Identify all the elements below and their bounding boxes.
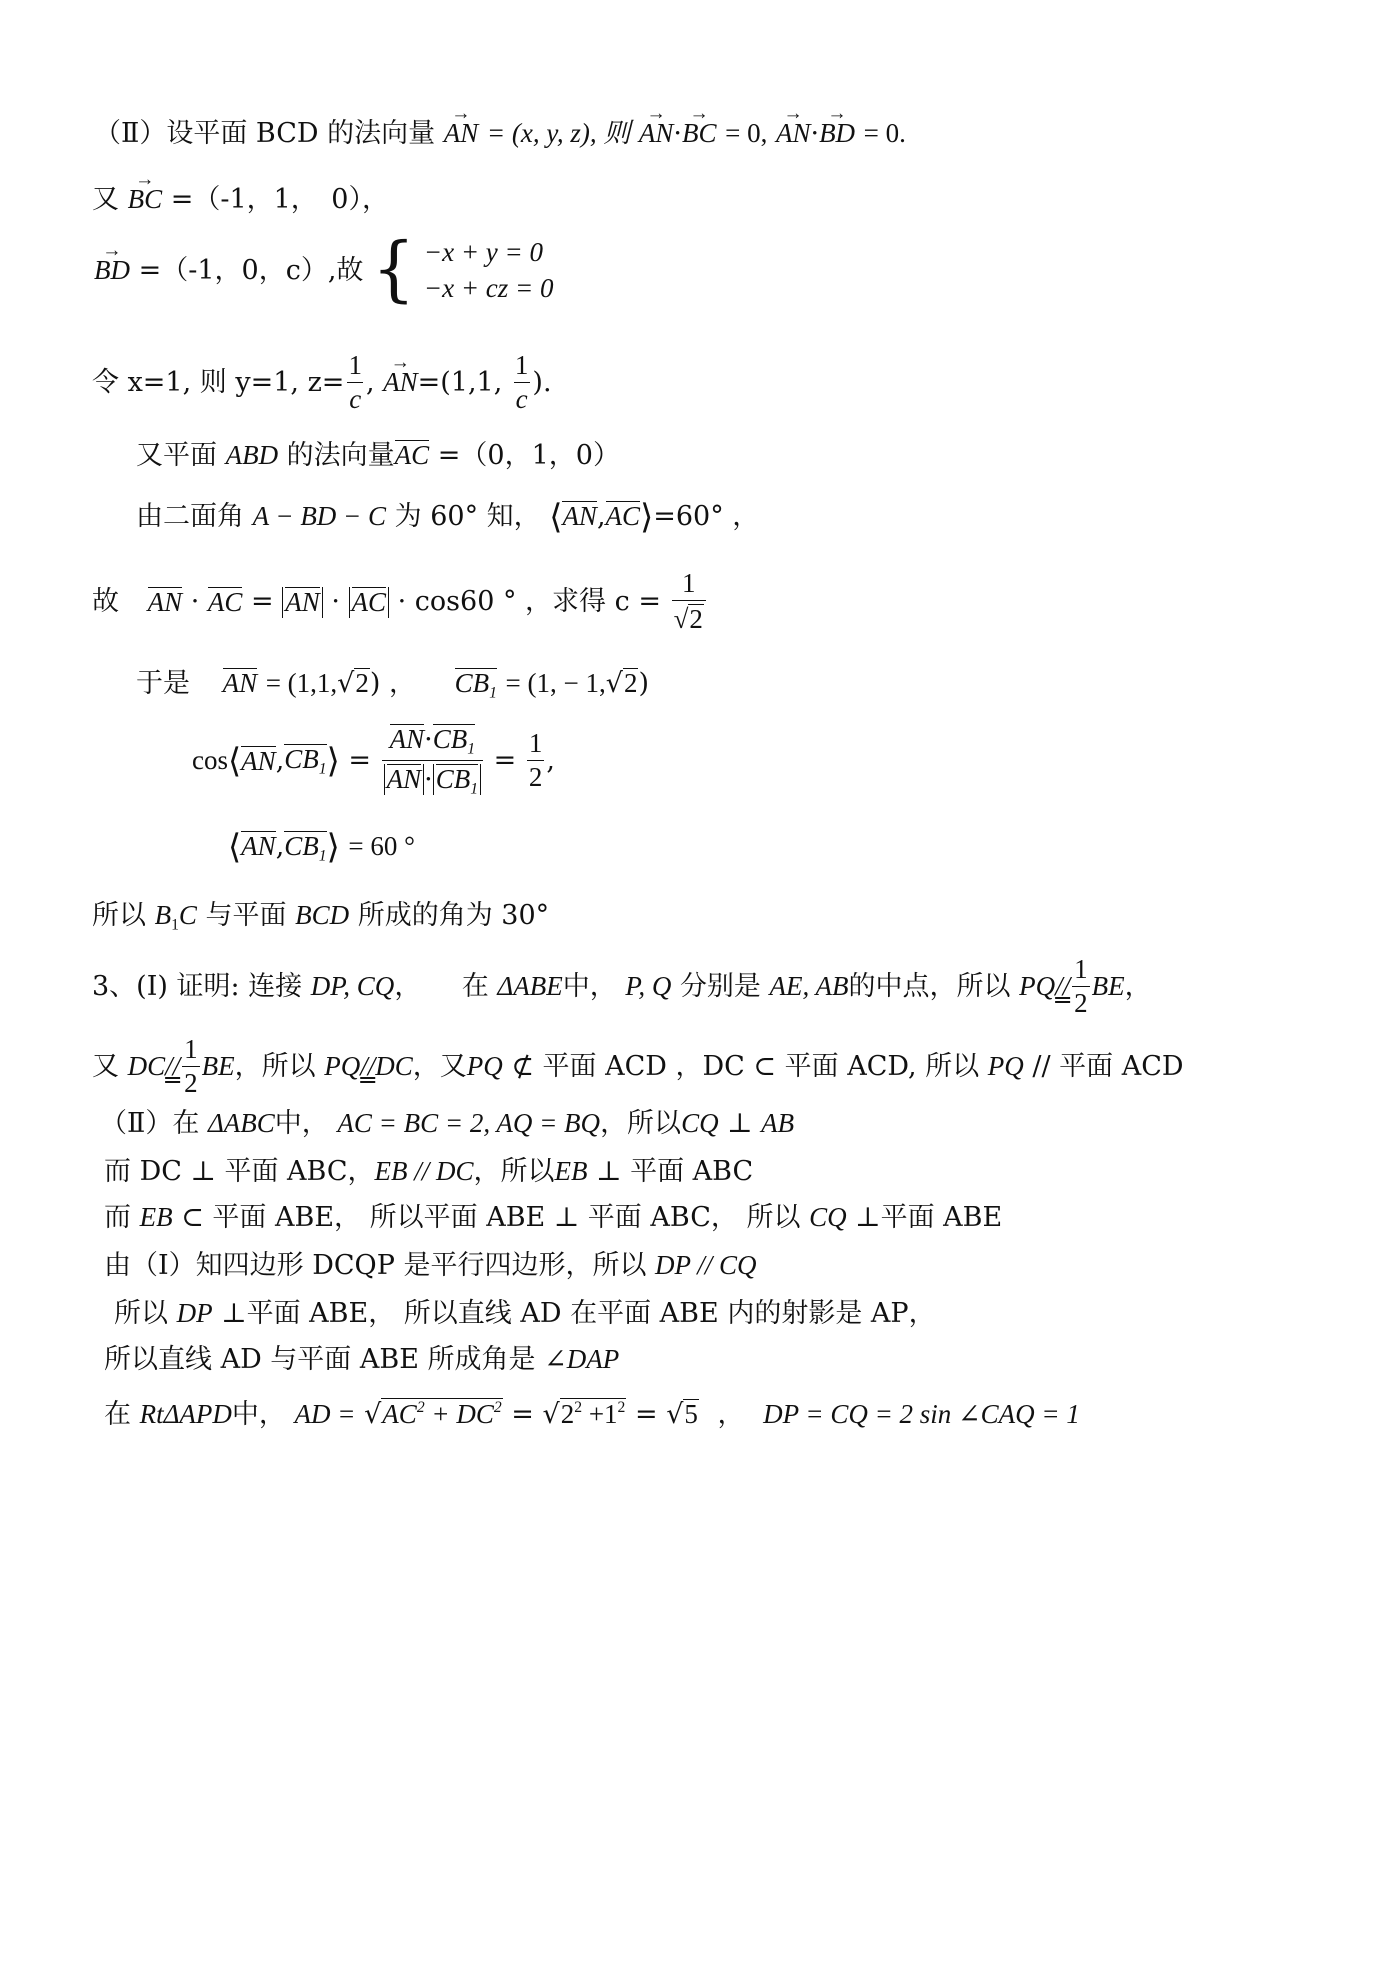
segment-ab: AB: [761, 1108, 795, 1138]
line-11-conclusion-30-degrees: [92, 902, 549, 933]
text: = 0,: [725, 118, 768, 148]
text: 所成的角为 30°: [357, 900, 550, 931]
cos-label: cos: [192, 745, 228, 776]
dp-parallel-cq: DP // CQ: [655, 1250, 757, 1280]
text: 由二面角: [136, 501, 244, 532]
angle-dap: ∠DAP: [544, 1344, 620, 1374]
dihedral-angle-name: A − BD − C: [252, 501, 387, 531]
line-9-cosine-formula: [192, 724, 555, 797]
line-6-dihedral-angle: [136, 497, 760, 536]
text: // 平面 ACD: [1032, 1051, 1184, 1082]
text: ⊄ 平面 ACD ，DC ⊂ 平面 ACD, 所以: [511, 1051, 980, 1082]
exponent: 2: [416, 1399, 425, 1416]
segment-cq: CQ: [809, 1202, 847, 1232]
text: ⊂ 平面 ABE， 所以平面 ABE ⊥ 平面 ABC， 所以: [181, 1202, 801, 1233]
sqrt-icon: √: [542, 1398, 560, 1430]
segment-dp: DP: [176, 1298, 213, 1328]
parallel-equal-symbol: //: [360, 1051, 376, 1081]
equation-2: −x + cz = 0: [423, 273, 554, 304]
segment-eb: EB: [139, 1202, 173, 1232]
segment-be: BE: [201, 1051, 235, 1081]
text: 令 x=1, 则 y=1, z=: [92, 367, 345, 398]
segments-dp-cq: DP, CQ: [310, 971, 395, 1001]
vector-an: → AN: [383, 369, 418, 396]
vector-an: → AN: [776, 120, 811, 147]
equals: =: [493, 745, 517, 777]
magnitude-an: [384, 764, 425, 795]
line-14-part-2-triangle-abc: [100, 1110, 794, 1137]
right-angle-bracket: ⟩: [326, 827, 340, 866]
term: + DC: [424, 1398, 494, 1429]
text: 中，: [562, 971, 617, 1002]
vector-label: CB: [435, 764, 471, 795]
triangle-abc: ΔABC: [207, 1108, 275, 1138]
right-angle-bracket: ⟩: [640, 497, 654, 536]
text: = 0.: [863, 118, 906, 148]
denominator: 2: [184, 1068, 198, 1098]
denominator: 2: [1074, 988, 1088, 1018]
text: ⊥平面 ABE， 所以直线 AD 在平面 ABE 内的射影是 AP，: [221, 1298, 936, 1329]
text: =（-1，1， 0），: [170, 184, 389, 215]
radicand: 5: [684, 1398, 698, 1429]
numerator: 1: [184, 1034, 198, 1064]
dot-operator: ·: [331, 586, 340, 617]
text: 而 DC ⊥ 平面 ABC，: [104, 1156, 375, 1187]
text: = (x, y, z), 则: [486, 118, 631, 148]
text: 而: [104, 1202, 131, 1233]
term: 2: [560, 1398, 575, 1429]
segment-cq: CQ: [681, 1108, 719, 1138]
plane-abd: ABD: [225, 440, 279, 470]
denominator: c: [349, 384, 362, 414]
text: ，又: [412, 1051, 467, 1082]
magnitude-an: [282, 587, 323, 618]
text: 在: [104, 1398, 131, 1430]
denominator: c: [515, 384, 528, 414]
fraction-1-over-root2: [672, 570, 706, 633]
fraction-1-over-c: [513, 352, 531, 413]
vector-cb1: [455, 668, 497, 701]
text: ，所以: [473, 1156, 555, 1187]
text: ，: [717, 1398, 745, 1430]
sqrt-icon: √: [605, 668, 623, 699]
segment-be: BE: [1091, 971, 1125, 1001]
text: · cos60 ° ，求得 c =: [397, 586, 661, 617]
line-13-pq-parallel-plane: [92, 1036, 1184, 1097]
text: =(1,1,: [417, 367, 503, 398]
line-7-dot-product-solve-c: [92, 570, 708, 633]
plane-bcd: BCD: [295, 900, 350, 930]
radicand: 2: [689, 604, 703, 634]
vector-cb1: [436, 764, 478, 797]
text: 分别是: [679, 971, 761, 1002]
comma: ,: [596, 501, 606, 532]
dot-operator: ·: [810, 118, 820, 149]
comma: ,: [275, 831, 285, 862]
parallel-equal-symbol: //: [1055, 971, 1071, 1001]
text: 与平面: [205, 900, 287, 931]
text: 又平面: [136, 440, 217, 471]
numerator: 1: [514, 350, 529, 380]
equalities: AC = BC = 2, AQ = BQ: [337, 1108, 601, 1138]
vector-label: CB: [284, 831, 319, 861]
text: 中，: [231, 1398, 286, 1430]
dot-operator: ·: [673, 118, 683, 149]
vector-an: AN: [386, 764, 422, 795]
line-3-equation-system: [94, 228, 554, 312]
fraction-one-half: [527, 730, 545, 791]
vector-ac: AC: [605, 501, 641, 531]
text: 故: [92, 586, 119, 617]
numerator: 1: [681, 568, 696, 598]
point-b: B: [154, 900, 172, 930]
segment-eb: EB: [554, 1156, 588, 1186]
text: ).: [532, 367, 552, 398]
exponent: 2: [617, 1399, 626, 1416]
segment-pq: PQ: [324, 1051, 361, 1081]
vector-label: CB: [454, 668, 490, 698]
numerator: 1: [528, 728, 543, 759]
ad-equals: AD =: [294, 1398, 356, 1429]
text: =60° ，: [653, 501, 760, 532]
vector-an: AN: [147, 587, 183, 617]
term: +1: [582, 1398, 618, 1429]
subscript: 1: [467, 740, 476, 758]
text: 由（Ⅰ）知四边形 DCQP 是平行四边形，所以: [104, 1250, 647, 1281]
equation-1: −x + y = 0: [423, 237, 543, 267]
text: 所以直线 AD 与平面 ABE 所成角是: [104, 1344, 536, 1375]
text: 所以: [92, 900, 146, 931]
segment-dc: DC: [127, 1051, 166, 1081]
text: （Ⅱ）在: [100, 1108, 200, 1139]
radicand: [560, 1398, 627, 1428]
line-1-normal-vector-setup: [94, 120, 906, 147]
text: 为 60° 知，: [394, 501, 541, 532]
text: （Ⅱ）设平面 BCD 的法向量: [94, 118, 436, 149]
fraction-cosine: [382, 724, 483, 797]
text: ⊥平面 ABE: [855, 1202, 1003, 1233]
vector-cb1: [433, 724, 475, 757]
right-angle-bracket: ⟩: [326, 740, 340, 780]
text: ): [638, 668, 650, 699]
triangle-abe: ΔABE: [497, 971, 563, 1001]
vector-an: → AN: [444, 120, 479, 147]
line-2-vector-bc: [92, 186, 389, 213]
text: ⊥ 平面 ABC: [596, 1156, 754, 1187]
left-angle-bracket: ⟨: [228, 740, 242, 780]
vector-an: AN: [389, 724, 425, 754]
line-8-vectors-an-cb1: [136, 668, 649, 701]
vector-cb1: [284, 831, 326, 864]
line-10-angle-result: [228, 827, 415, 866]
vector-bd: → BD: [94, 257, 130, 284]
segments-ae-ab: AE, AB: [769, 971, 849, 1001]
text: =（-1，0，c）,故: [138, 254, 364, 286]
sqrt-icon: √: [337, 668, 355, 699]
subscript: 1: [489, 684, 497, 702]
equals: =: [511, 1398, 534, 1430]
numerator: 1: [1074, 954, 1088, 984]
line-4-let-x-equal-1: [92, 352, 552, 413]
points-p-q: P, Q: [625, 971, 672, 1001]
text: ，: [1124, 971, 1152, 1002]
text: 中，: [274, 1108, 329, 1139]
denominator: 2: [528, 762, 543, 793]
denominator: [382, 760, 483, 797]
line-18-projection: [114, 1300, 936, 1327]
vector-label: CB: [432, 724, 468, 754]
text: ， 在: [394, 971, 489, 1002]
subscript: 1: [470, 780, 479, 798]
text: 所以: [114, 1298, 168, 1329]
text: ) ，: [369, 668, 417, 699]
text: ，所以: [600, 1108, 682, 1139]
sqrt-icon: √: [673, 604, 689, 634]
triangle-apd: RtΔAPD: [139, 1398, 232, 1429]
subscript: 1: [318, 760, 327, 778]
parallel-equal-symbol: //: [165, 1051, 181, 1081]
segment-pq: PQ: [1019, 971, 1056, 1001]
exponent: 2: [574, 1399, 583, 1416]
vector-an: AN: [241, 831, 276, 861]
equals: =: [348, 745, 372, 777]
point-c: C: [178, 900, 197, 930]
text: = (1, − 1,: [505, 668, 606, 698]
text: ,: [546, 745, 555, 777]
fraction-one-half: [182, 1036, 200, 1097]
segment-dc: DC: [375, 1051, 413, 1081]
dot-operator: ·: [190, 586, 200, 617]
dot-operator: ·: [424, 764, 433, 796]
dp-cq-equals: DP = CQ = 2 sin ∠CAQ = 1: [763, 1398, 1080, 1429]
equals: =: [251, 586, 274, 617]
line-12-problem-3-part-1: [92, 956, 1152, 1017]
line-20-right-triangle-apd: [104, 1398, 1080, 1428]
fraction-one-half: [1072, 956, 1090, 1017]
vector-cb1: [284, 744, 326, 777]
line-16-plane-perpendicular: [104, 1204, 1002, 1231]
text: =（0，1，0）: [437, 440, 620, 471]
radicand: [381, 1398, 502, 1428]
term: AC: [382, 1398, 417, 1429]
vector-an: AN: [562, 501, 597, 531]
segment-pq: PQ: [466, 1051, 503, 1081]
subscript: 1: [171, 916, 179, 934]
eb-parallel-dc: EB // DC: [374, 1156, 474, 1186]
magnitude-cb1: [433, 764, 481, 798]
text: = 60 °: [348, 831, 415, 861]
perpendicular-symbol: ⊥: [727, 1108, 753, 1139]
line-19-angle-dap: [104, 1346, 619, 1373]
text: = (1,1,: [265, 668, 338, 698]
segment-pq: PQ: [987, 1051, 1024, 1081]
radicand: 2: [623, 668, 638, 698]
vector-label: CB: [284, 744, 319, 775]
left-angle-bracket: ⟨: [228, 827, 242, 866]
vector-ac: AC: [207, 587, 243, 617]
equals: =: [634, 1398, 658, 1430]
vector-ac: AC: [394, 440, 430, 470]
left-angle-bracket: ⟨: [549, 497, 563, 536]
text: 又: [92, 1051, 119, 1082]
magnitude-ac: [349, 587, 390, 618]
vector-bc: → BC: [682, 120, 717, 147]
text: 的法向量: [286, 440, 395, 471]
vector-bd: → BD: [819, 120, 855, 147]
vector-ac: AC: [351, 587, 387, 617]
left-brace-icon: {: [372, 228, 416, 312]
sqrt-icon: √: [666, 1398, 684, 1430]
line-17-parallelogram: [104, 1252, 757, 1279]
exponent: 2: [493, 1399, 502, 1416]
subscript: 1: [318, 847, 327, 865]
text: ，所以: [234, 1051, 316, 1082]
text: ,: [365, 367, 375, 398]
comma: ,: [275, 745, 285, 777]
text: 的中点，所以: [848, 971, 1011, 1002]
vector-an: AN: [285, 587, 320, 617]
vector-bc: → BC: [128, 186, 163, 213]
numerator: [388, 724, 477, 760]
denominator: [672, 600, 706, 633]
equation-system: [424, 234, 554, 307]
text: 3、(Ⅰ) 证明: 连接: [92, 971, 303, 1002]
vector-an: → AN: [639, 120, 674, 147]
line-15-eb-perpendicular: [104, 1158, 753, 1185]
radicand: 2: [355, 668, 369, 698]
sqrt-icon: √: [364, 1398, 382, 1430]
numerator: 1: [348, 350, 362, 380]
text: 于是: [136, 668, 190, 699]
text: 又: [92, 184, 119, 215]
vector-an: AN: [241, 746, 276, 777]
dot-operator: ·: [424, 724, 433, 755]
vector-an: AN: [222, 668, 258, 698]
fraction-1-over-c: [346, 352, 364, 413]
line-5-plane-abd-normal: [136, 440, 620, 469]
